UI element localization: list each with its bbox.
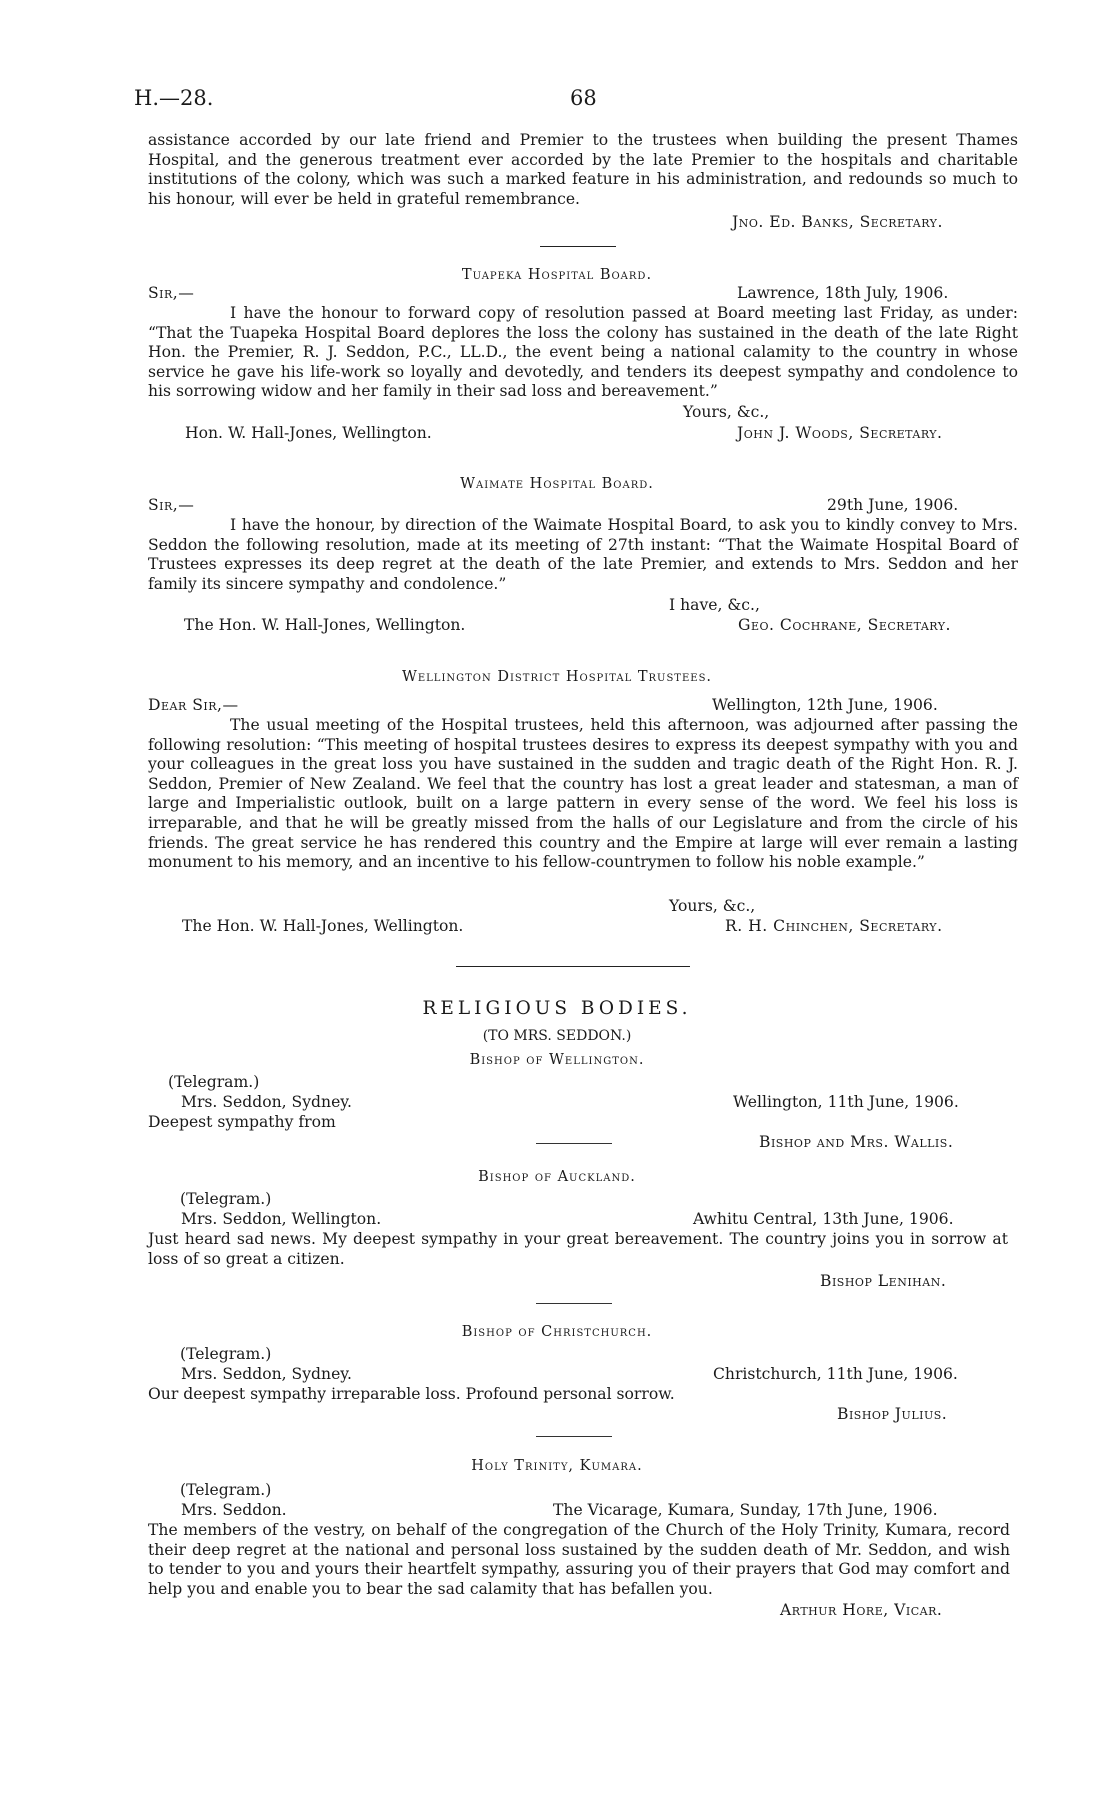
bishop-auckland-place-date: Awhitu Central, 13th June, 1906. xyxy=(693,1210,954,1228)
bishop-auckland-heading: Bishop of Auckland. xyxy=(478,1169,636,1185)
bishop-wellington-recipient: Mrs. Seddon, Sydney. xyxy=(181,1093,352,1111)
divider xyxy=(536,1436,612,1437)
bishop-christchurch-telegram-label: (Telegram.) xyxy=(180,1345,272,1363)
thames-letter-text: assistance accorded by our late friend and Premier to the trustees when building the present Thames Hospital, and the generous treatment ever accorded by the late Premier to the hospitals and charitable institutions of the colony, which was such a marked feature in his administration, and redounds so much to his honour, will ever be held in grateful remembrance. xyxy=(148,131,1018,208)
bishop-christchurch-heading: Bishop of Christchurch. xyxy=(461,1324,653,1340)
wellington-trustees-signature: R. H. Chinchen, Secretary. xyxy=(725,917,943,935)
wellington-trustees-heading: Wellington District Hospital Trustees. xyxy=(401,669,713,685)
bishop-auckland-telegram-label: (Telegram.) xyxy=(180,1190,272,1208)
bishop-auckland-signature: Bishop Lenihan. xyxy=(820,1272,947,1290)
religious-bodies-subtitle: (TO MRS. SEDDON.) xyxy=(482,1028,632,1044)
religious-bodies-title: RELIGIOUS BODIES. xyxy=(422,998,692,1019)
bishop-wellington-telegram-label: (Telegram.) xyxy=(168,1073,260,1091)
wellington-trustees-place-date: Wellington, 12th June, 1906. xyxy=(712,696,938,714)
wellington-trustees-closing: Yours, &c., xyxy=(669,897,756,915)
thames-signature: Jno. Ed. Banks, Secretary. xyxy=(732,213,943,231)
bishop-wellington-message: Deepest sympathy from xyxy=(148,1113,336,1131)
tuapeka-salutation: Sir,— xyxy=(148,284,195,302)
page-number: 68 xyxy=(570,86,597,110)
tuapeka-closing: Yours, &c., xyxy=(683,403,770,421)
bishop-christchurch-signature: Bishop Julius. xyxy=(837,1405,948,1423)
tuapeka-addressee: Hon. W. Hall-Jones, Wellington. xyxy=(185,424,432,442)
waimate-addressee: The Hon. W. Hall-Jones, Wellington. xyxy=(184,616,466,634)
tuapeka-place-date: Lawrence, 18th July, 1906. xyxy=(737,284,949,302)
bishop-auckland-recipient: Mrs. Seddon, Wellington. xyxy=(181,1210,382,1228)
waimate-date: 29th June, 1906. xyxy=(827,496,959,514)
holy-trinity-telegram-label: (Telegram.) xyxy=(180,1481,272,1499)
divider xyxy=(536,1303,612,1304)
bishop-wellington-place-date: Wellington, 11th June, 1906. xyxy=(733,1093,959,1111)
waimate-salutation: Sir,— xyxy=(148,496,195,514)
wellington-trustees-body: The usual meeting of the Hospital trustees, held this afternoon, was adjourned after passing the following resolution: “This meeting of hospital trustees desires to express its deepest sympathy with you and your colleagues in the great loss you have sustained in the sudden and tragic death of the Right Hon. R. J. Seddon, Premier of New Zealand. We feel that the country has lost a great leader and statesman, a man of large and Imperialistic outlook, built on a large pattern in every sense of the word. We feel his loss is irreparable, and that he will be greatly missed from the halls of our Legislature and from the circle of his friends. The great service he has rendered this country and the Empire at large will ever remain a lasting monument to his memory, and an incentive to his fellow-countrymen to follow his noble example.” xyxy=(148,716,1018,872)
bishop-christchurch-message: Our deepest sympathy irreparable loss. Profound personal sorrow. xyxy=(148,1385,675,1403)
waimate-heading: Waimate Hospital Board. xyxy=(460,476,654,492)
wellington-trustees-salutation: Dear Sir,— xyxy=(148,696,239,714)
holy-trinity-recipient: Mrs. Seddon. xyxy=(181,1501,287,1519)
tuapeka-body: I have the honour to forward copy of resolution passed at Board meeting last Friday, as under: “That the Tuapeka Hospital Board deplores the loss the colony has sustained in the death of the late Right Hon. the Premier, R. J. Seddon, P.C., LL.D., the event being a national calamity to the country in whose service he gave his life-work so loyally and devotedly, and tenders its deepest sympathy and condolence to his sorrowing widow and her family in their sad loss and bereavement.” xyxy=(148,304,1018,401)
bishop-christchurch-place-date: Christchurch, 11th June, 1906. xyxy=(713,1365,958,1383)
waimate-body: I have the honour, by direction of the Waimate Hospital Board, to ask you to kindly convey to Mrs. Seddon the following resolution, made at its meeting of 27th instant: “That the Waimate Hospital Board of Trustees expresses its deep regret at the death of the late Premier, and extends to Mrs. Seddon and her family its sincere sympathy and condolence.” xyxy=(148,516,1018,593)
section-divider xyxy=(456,966,690,967)
wellington-trustees-addressee: The Hon. W. Hall-Jones, Wellington. xyxy=(182,917,464,935)
bishop-wellington-signature: Bishop and Mrs. Wallis. xyxy=(759,1133,954,1151)
bishop-auckland-message: Just heard sad news. My deepest sympathy in your great bereavement. The country joins you in sorrow at loss of so great a citizen. xyxy=(148,1230,1008,1268)
divider xyxy=(536,1143,612,1144)
waimate-closing: I have, &c., xyxy=(669,596,760,614)
holy-trinity-signature: Arthur Hore, Vicar. xyxy=(780,1601,943,1619)
tuapeka-signature: John J. Woods, Secretary. xyxy=(737,424,943,442)
section-code: H.—28. xyxy=(134,86,214,110)
bishop-wellington-heading: Bishop of Wellington. xyxy=(469,1052,645,1068)
divider xyxy=(540,246,616,247)
holy-trinity-place-date: The Vicarage, Kumara, Sunday, 17th June, 1906. xyxy=(553,1501,938,1519)
tuapeka-heading: Tuapeka Hospital Board. xyxy=(461,267,653,283)
holy-trinity-message: The members of the vestry, on behalf of the congregation of the Church of the Holy Trinity, Kumara, record their deep regret at the national and personal loss sustained by the sudden death of Mr. Seddon, and wish to tender to you and yours their heartfelt sympathy, assuring you of their prayers that God may comfort and help you and enable you to bear the sad calamity that has befallen you. xyxy=(148,1521,1010,1598)
waimate-signature: Geo. Cochrane, Secretary. xyxy=(738,616,951,634)
bishop-christchurch-recipient: Mrs. Seddon, Sydney. xyxy=(181,1365,352,1383)
holy-trinity-heading: Holy Trinity, Kumara. xyxy=(471,1458,643,1474)
